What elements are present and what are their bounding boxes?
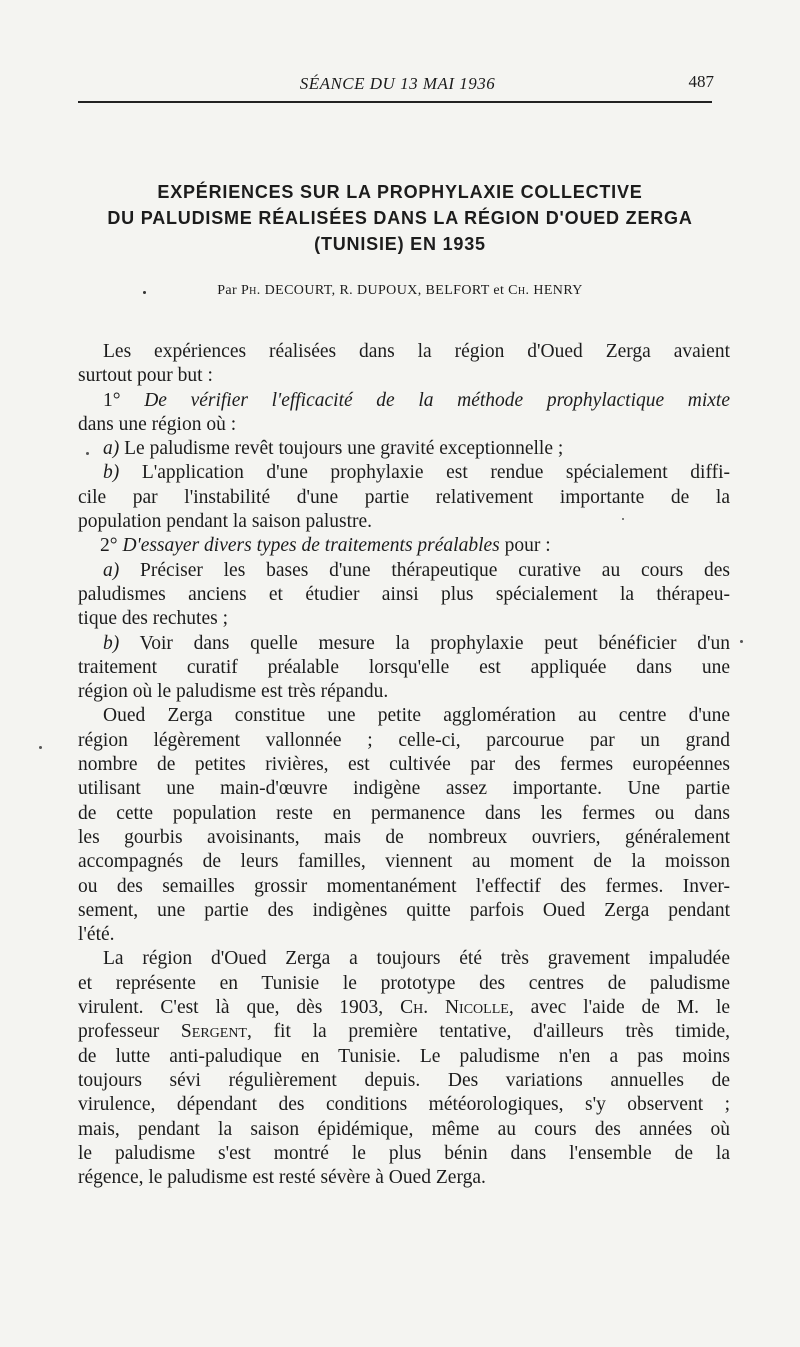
body-line-12: tique des rechutes ; (78, 608, 228, 630)
body-line-7: cile par l'instabilité d'une partie relativement importante de la (78, 486, 730, 508)
body-line-27: et représente en Tunisie le prototype des centres de paludisme (78, 972, 730, 994)
body-line-28 (78, 996, 730, 1020)
body-line-23: ou des semailles grossir momentanément l'effectif des fermes. Inver- (78, 875, 730, 897)
byline-authors: DECOURT, R. DUPOUX, BELFORT et (264, 283, 505, 298)
body-line-5 (78, 437, 730, 461)
line-text: Préciser les bases d'une thérapeutique curative au cours des (140, 559, 731, 581)
body-line-33: mais, pendant la saison épidémique, même au cours des années où (78, 1118, 730, 1140)
body-line-4: dans une région où : (78, 413, 237, 435)
body-line-3 (78, 389, 730, 413)
paper-speck (622, 518, 624, 520)
running-head (75, 74, 720, 98)
header-rule (78, 101, 712, 103)
line-text: professeur (78, 1021, 160, 1043)
paper-speck (39, 746, 42, 749)
italic-phrase: De vérifier l'efficacité de la méthode prophylactique mixte (144, 389, 731, 411)
body-line-11: paludismes anciens et étudier ainsi plus spécialement la thérapeu- (78, 583, 730, 605)
body-line-14: traitement curatif préalable lorsqu'elle est appliquée dans une (78, 656, 730, 678)
line-text: Voir dans quelle mesure la prophylaxie peut bénéficier d'un (139, 632, 730, 654)
line-text: virulent. C'est là que, dès 1903, (78, 997, 384, 1019)
list-letter: a) (103, 559, 120, 581)
body-line-32: virulence, dépendant des conditions météorologiques, s'y observent ; (78, 1094, 730, 1116)
list-letter: a) (103, 438, 120, 460)
paper-speck (86, 452, 89, 455)
body-line-2: surtout pour but : (78, 365, 213, 387)
body-line-18: nombre de petites rivières, est cultivée par des fermes européennes (78, 754, 730, 776)
title-line-2: DU PALUDISME RÉALISÉES DANS LA RÉGION D'OUED ZERGA (107, 208, 693, 228)
body-line-16: Oued Zerga constitue une petite agglomération au centre d'une (103, 705, 730, 727)
line-text: fit la première tentative, d'ailleurs très timide, (273, 1021, 730, 1043)
title-line-1: EXPÉRIENCES SUR LA PROPHYLAXIE COLLECTIVE (157, 182, 643, 202)
body-line-10 (78, 559, 730, 583)
body-line-30: de lutte anti-paludique en Tunisie. Le paludisme n'en a pas moins (78, 1045, 730, 1067)
italic-phrase: D'essayer divers types de traitements préalables (122, 535, 500, 557)
line-text: L'application d'une prophylaxie est rendue spécialement diffi- (141, 462, 730, 484)
small-caps-name: Ch. Nicolle, (400, 997, 514, 1019)
body-line-20: de cette population reste en permanence dans les fermes ou dans (78, 802, 730, 824)
body-line-26: La région d'Oued Zerga a toujours été très gravement impaludée (103, 948, 730, 970)
article-body (78, 340, 730, 1190)
body-line-24: sement, une partie des indigènes quitte parfois Oued Zerga pendant (78, 899, 730, 921)
body-line-15: région où le paludisme est très répandu. (78, 681, 389, 703)
body-line-9 (78, 534, 730, 558)
list-letter: b) (103, 462, 120, 484)
paper-speck (740, 640, 743, 643)
body-line-29 (78, 1020, 730, 1044)
small-caps-name: Sergent, (180, 1021, 252, 1043)
running-title: SÉANCE DU 13 MAI 1936 (299, 74, 496, 93)
list-number: 1° (103, 389, 121, 411)
body-line-35: régence, le paludisme est resté sévère à Oued Zerga. (78, 1167, 486, 1189)
body-line-13 (78, 632, 730, 656)
body-line-17: région légèrement vallonnée ; celle-ci, parcourue par un grand (78, 729, 730, 751)
byline-author2-initial: Ch. (508, 283, 530, 298)
body-line-22: accompagnés de leurs familles, viennent au moment de la moisson (78, 851, 730, 873)
title-line-3: (TUNISIE) EN 1935 (314, 234, 486, 254)
body-line-1: Les expériences réalisées dans la région d'Oued Zerga avaient (103, 341, 730, 362)
list-letter: b) (103, 632, 120, 654)
body-line-21: les gourbis avoisinants, mais de nombreux ouvriers, généralement (78, 826, 730, 848)
page-number: 487 (688, 72, 714, 91)
body-line-25: l'été. (78, 924, 115, 946)
body-line-31: toujours sévi régulièrement depuis. Des variations annuelles de (78, 1069, 730, 1091)
list-number: 2° (100, 535, 118, 557)
line-text: pour : (504, 535, 551, 557)
line-text: avec l'aide de M. le (530, 997, 731, 1019)
byline-author2-name: HENRY (533, 283, 583, 298)
body-line-34: le paludisme s'est montré le plus bénin dans l'ensemble de la (78, 1142, 730, 1164)
body-line-19: utilisant une main-d'œuvre indigène assez importante. Une partie (78, 778, 730, 800)
body-line-6 (78, 461, 730, 485)
line-text: Le paludisme revêt toujours une gravité exceptionnelle ; (124, 438, 564, 460)
byline (80, 283, 720, 299)
byline-author1-initial: Ph. (240, 283, 261, 298)
body-line-8: population pendant la saison palustre. (78, 511, 373, 533)
article-title (70, 179, 730, 257)
byline-prefix: Par (217, 283, 238, 298)
